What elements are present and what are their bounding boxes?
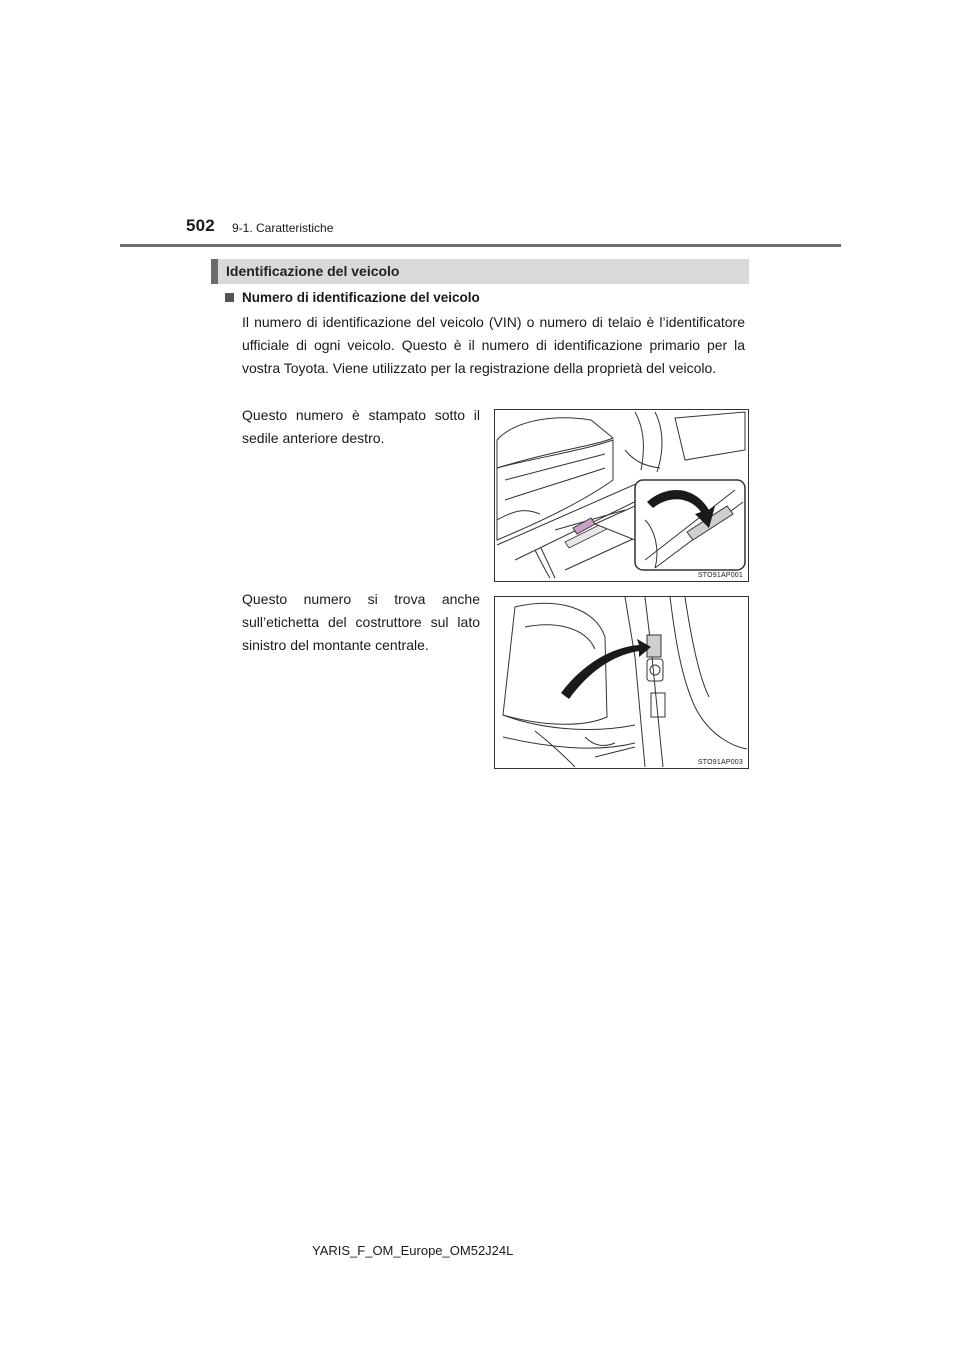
seat-floor-vin-illustration — [495, 410, 748, 581]
vin-intro-paragraph: Il numero di identificazione del veicolo (VIN) o numero di telaio è l’identificatore ufficiale di ogni veicolo. Questo è il numero di identificazione primario per la vostra Toyota. Viene utilizzato per la registrazione della proprietà del veicolo. — [242, 314, 745, 376]
square-bullet-icon — [225, 293, 234, 302]
vin-label-paragraph: Questo numero si trova anche sull’etichetta del costruttore sul lato sinistro del montante centrale. — [242, 591, 480, 653]
figure-code: STO91AP001 — [697, 572, 743, 579]
vin-subheading-text: Numero di identificazione del veicolo — [242, 290, 480, 305]
page-number: 502 — [186, 216, 215, 235]
vin-seat-paragraph: Questo numero è stampato sotto il sedile anteriore destro. — [242, 407, 480, 446]
figure-center-pillar — [494, 596, 749, 769]
section-heading — [211, 259, 749, 284]
section-heading-text: Identificazione del veicolo — [226, 263, 400, 279]
section-label: 9-1. Caratteristiche — [232, 221, 334, 235]
figure-seat-floor — [494, 409, 749, 582]
center-pillar-label-illustration — [495, 597, 748, 768]
vin-subheading — [225, 290, 480, 305]
figure-code: STO91AP003 — [697, 759, 743, 766]
header-divider — [120, 244, 841, 247]
footer-document-code: YARIS_F_OM_Europe_OM52J24L — [312, 1243, 514, 1258]
